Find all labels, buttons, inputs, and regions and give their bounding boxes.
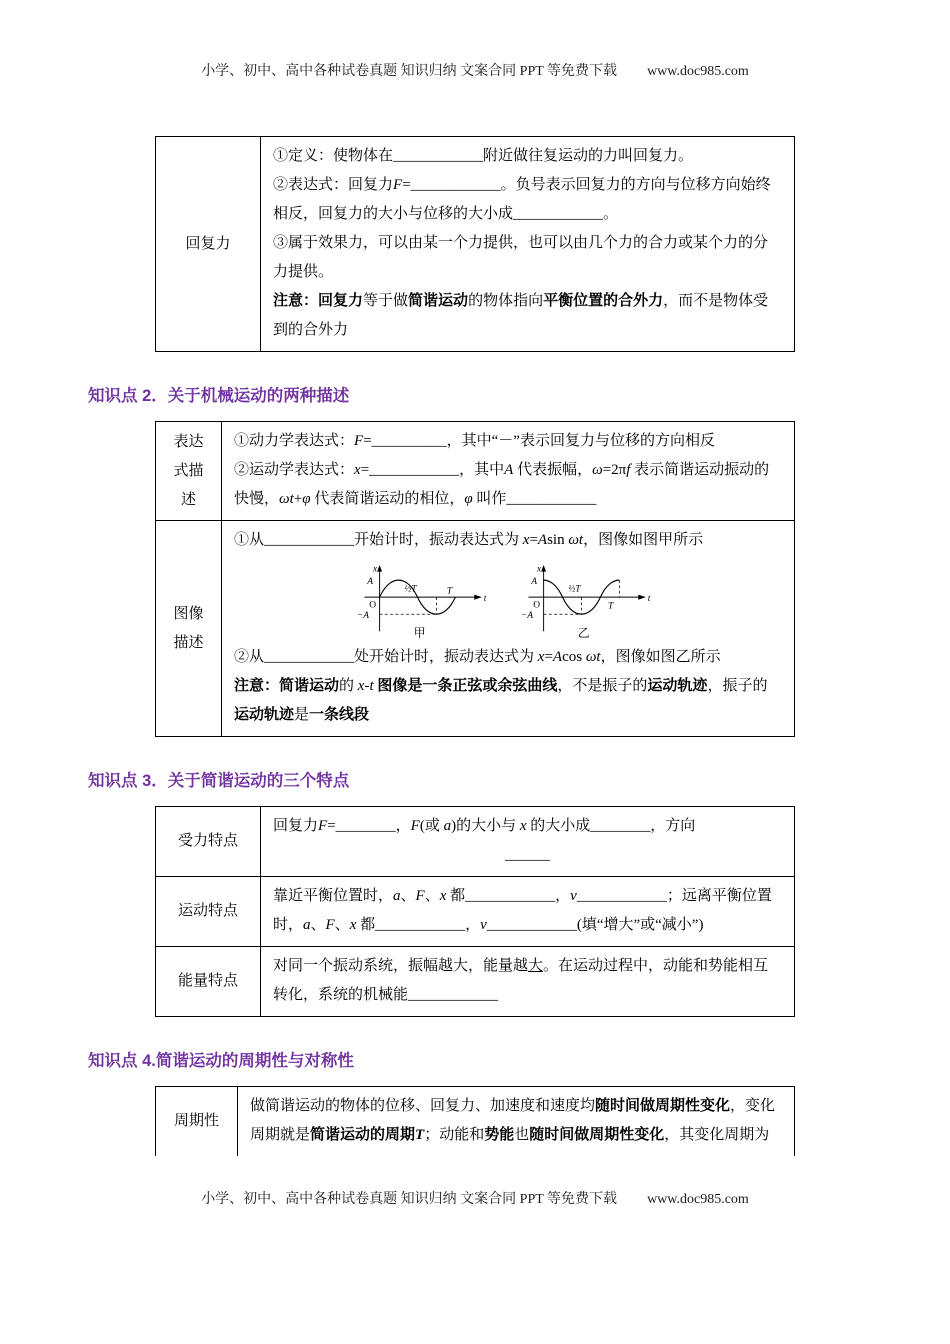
text-segment: x <box>439 888 447 904</box>
text-segment: ωt <box>585 649 601 665</box>
header-url[interactable]: www.doc985.com <box>647 64 749 79</box>
text-segment: 随时间做周期性变化 <box>529 1127 665 1143</box>
text-segment: ②运动学表达式： <box>234 462 355 478</box>
text-segment: x <box>522 532 530 548</box>
table-periodicity <box>155 1086 795 1156</box>
text-segment: x <box>519 818 527 834</box>
text-segment: 势能 <box>484 1127 515 1143</box>
text-segment: f <box>626 462 631 478</box>
graph-yi-cosine <box>519 559 661 641</box>
para-expression <box>273 171 782 229</box>
text-segment: 代表振幅， <box>513 462 593 478</box>
text-segment: ωt <box>568 532 584 548</box>
period-label: T <box>607 601 614 612</box>
table-row <box>156 137 795 352</box>
y-axis-label: x <box>536 564 542 575</box>
y-axis-arrow <box>541 565 546 572</box>
text-segment: ；动能和 <box>424 1127 485 1143</box>
para-effect-force <box>273 229 782 287</box>
text-segment: ω <box>592 462 603 478</box>
text-segment: 等于做 <box>363 293 409 309</box>
vibration-graphs <box>234 559 782 641</box>
neg-amplitude-label: −A <box>520 610 534 621</box>
para-definition <box>273 142 782 171</box>
text-segment: A <box>504 462 514 478</box>
text-segment: + <box>293 491 303 507</box>
text-segment: ______ <box>505 847 550 863</box>
row-label-periodicity: 周期性 <box>156 1087 238 1157</box>
text-segment: F <box>415 888 425 904</box>
text-segment: ，其变化周期为 <box>664 1127 770 1143</box>
text-segment: 回复力 <box>273 818 319 834</box>
para-force-feature <box>273 812 782 841</box>
text-segment: ②表达式：回复力 <box>273 177 394 193</box>
para-force-feature-blank <box>273 841 782 870</box>
text-segment: 注意： <box>273 293 319 309</box>
text-segment: 简谐运动的周期 <box>310 1127 416 1143</box>
text-segment: =____________，其中 <box>360 462 505 478</box>
text-segment: A <box>552 649 563 665</box>
neg-amplitude-label: −A <box>356 610 370 621</box>
text-segment: ，图像如图乙所示 <box>600 649 721 665</box>
text-segment: φ <box>464 491 473 507</box>
text-segment: 叫作____________ <box>472 491 597 507</box>
text-segment: F <box>325 917 335 933</box>
text-segment: x <box>349 917 357 933</box>
amplitude-label: A <box>531 576 538 587</box>
text-segment: (或 <box>419 818 444 834</box>
text-segment: x <box>537 649 545 665</box>
text-segment: 、 <box>424 888 440 904</box>
para-energy-feature <box>273 952 782 1010</box>
table-three-features <box>155 806 795 1017</box>
text-segment: 也 <box>514 1127 530 1143</box>
cell-graph-desc <box>222 521 795 737</box>
text-segment: 做简谐运动的物体的位移、回复力、加速度和速度均 <box>250 1098 596 1114</box>
section-title-2: 知识点 2．关于机械运动的两种描述 <box>88 387 350 405</box>
period-label: T <box>446 586 453 597</box>
para-motion-feature <box>273 882 782 940</box>
text-segment: ，不是振子的 <box>557 678 648 694</box>
text-segment: ，图像如图甲所示 <box>583 532 704 548</box>
text-segment: 对同一个振动系统，振幅越大，能量越 <box>273 958 529 974</box>
text-segment: x <box>357 678 365 694</box>
page-header <box>0 60 950 80</box>
table-row <box>156 807 795 877</box>
text-segment: 、 <box>334 917 350 933</box>
text-segment: a <box>393 888 401 904</box>
para-note <box>273 287 782 345</box>
text-segment: 的大小成________，方向 <box>526 818 696 834</box>
text-segment: T <box>415 1127 425 1143</box>
table-two-descriptions <box>155 421 795 737</box>
text-segment: =__________，其中“－”表示回复力与位移的方向相反 <box>363 433 715 449</box>
text-segment: 代表简谐运动的相位， <box>310 491 465 507</box>
text-segment: ____________；远离平衡位置时， <box>273 888 772 933</box>
cell-force-feature <box>261 807 795 877</box>
text-segment: 靠近平衡位置时， <box>273 888 394 904</box>
text-segment: a <box>303 917 311 933</box>
graph-jia-sine <box>355 559 497 641</box>
cell-energy-feature <box>261 947 795 1017</box>
row-label-energy-feature: 能量特点 <box>156 947 261 1017</box>
table-row <box>156 877 795 947</box>
text-segment: cos <box>562 649 586 665</box>
row-label-restoring-force: 回复力 <box>156 137 261 352</box>
text-segment: v <box>570 888 577 904</box>
table-row <box>156 521 795 737</box>
text-segment: 注意： <box>234 678 280 694</box>
text-segment: ，变化周期就是 <box>250 1098 776 1143</box>
text-segment: 一条线段 <box>309 707 370 723</box>
text-segment: 平衡位置的合外力 <box>543 293 664 309</box>
para-kinematics-expression <box>234 456 782 514</box>
text-segment: - <box>364 678 370 694</box>
header-text: 小学、初中、高中各种试卷真题 知识归纳 文案合同 PPT 等免费下载 <box>201 64 618 79</box>
text-segment: 运动轨迹 <box>234 707 295 723</box>
footer-url[interactable]: www.doc985.com <box>647 1192 749 1207</box>
x-axis-label: t <box>647 593 651 604</box>
text-segment: =________， <box>327 818 411 834</box>
text-segment: = <box>529 532 538 548</box>
text-segment: F <box>393 177 403 193</box>
text-segment: 简谐运动 <box>279 678 340 694</box>
graph-caption-jia: 甲 <box>413 625 426 640</box>
row-label-motion-feature: 运动特点 <box>156 877 261 947</box>
half-period-label: ½T <box>568 584 581 595</box>
text-segment: x <box>354 462 361 478</box>
row-label-graph-desc: 图像描述 <box>156 521 222 737</box>
table-row <box>156 947 795 1017</box>
y-axis-arrow <box>377 565 382 572</box>
table-restoring-force <box>155 136 795 352</box>
text-segment: =____________。负号表示回复力的方向与位移方向始终相反，回复力的大小与位移的大小成____________。 <box>273 177 771 222</box>
section-title-3: 知识点 3．关于简谐运动的三个特点 <box>88 772 350 790</box>
text-segment: 随时间做周期性变化 <box>595 1098 731 1114</box>
para-dynamics-expression <box>234 427 782 456</box>
text-segment: 大 <box>528 958 544 974</box>
origin-label: O <box>369 600 377 611</box>
text-segment: 图像是一条正弦或余弦曲线 <box>377 678 558 694</box>
text-segment: F <box>354 433 364 449</box>
text-segment: ①定义：使物体在____________附近做往复运动的力叫回复力。 <box>273 148 694 164</box>
text-segment: ωt <box>279 491 294 507</box>
text-segment: 、 <box>400 888 416 904</box>
text-segment: 是 <box>294 707 310 723</box>
text-segment: 。在运动过程中，动能和势能相互转化，系统的机械能____________ <box>273 958 769 1003</box>
cell-restoring-force-content <box>261 137 795 352</box>
text-segment: ，而不是物体受到的合外力 <box>273 293 769 338</box>
text-segment: 表示简谐运动振动的快慢， <box>234 462 770 507</box>
row-label-force-feature: 受力特点 <box>156 807 261 877</box>
text-segment: t <box>369 678 374 694</box>
table-row <box>156 1087 795 1157</box>
section-title-4: 知识点 4.简谐运动的周期性与对称性 <box>88 1052 354 1070</box>
text-segment: ①从____________开始计时，振动表达式为 <box>234 532 523 548</box>
text-segment: 的物体指向 <box>468 293 544 309</box>
text-segment: A <box>537 532 548 548</box>
text-segment: ____________(填“增大”或“减小”) <box>486 917 704 933</box>
cell-periodicity <box>238 1087 795 1157</box>
text-segment: F <box>410 818 420 834</box>
text-segment: ，振子的 <box>707 678 768 694</box>
x-axis-label: t <box>483 593 487 604</box>
text-segment: 回复力 <box>318 293 364 309</box>
text-segment: 运动轨迹 <box>647 678 708 694</box>
para-graph-note <box>234 672 782 730</box>
text-segment: 的 <box>339 678 358 694</box>
text-segment: 、 <box>310 917 326 933</box>
text-segment: )的大小与 <box>451 818 520 834</box>
text-segment: ②从____________处开始计时，振动表达式为 <box>234 649 538 665</box>
text-segment: a <box>443 818 452 834</box>
row-label-expression-desc: 表达式描述 <box>156 422 222 521</box>
footer-text: 小学、初中、高中各种试卷真题 知识归纳 文案合同 PPT 等免费下载 <box>201 1192 618 1207</box>
cell-motion-feature <box>261 877 795 947</box>
x-axis-arrow <box>638 595 646 600</box>
text-segment: = <box>544 649 553 665</box>
para-sine-start <box>234 526 782 555</box>
text-segment: 都____________， <box>446 888 571 904</box>
origin-label: O <box>533 600 541 611</box>
text-segment: v <box>480 917 487 933</box>
text-segment: F <box>318 818 328 834</box>
text-segment: ③属于效果力，可以由某一个力提供，也可以由几个力的合力或某个力的分力提供。 <box>273 235 769 280</box>
para-periodicity <box>250 1092 782 1150</box>
text-segment: 都____________， <box>356 917 481 933</box>
x-axis-arrow <box>474 595 482 600</box>
y-axis-label: x <box>372 564 378 575</box>
text-segment: sin <box>547 532 569 548</box>
text-segment: 简谐运动 <box>408 293 469 309</box>
text-segment: ①动力学表达式： <box>234 433 355 449</box>
text-segment: =2π <box>602 462 627 478</box>
table-row <box>156 422 795 521</box>
amplitude-label: A <box>367 576 374 587</box>
text-segment: φ <box>302 491 311 507</box>
page-footer <box>0 1188 950 1208</box>
para-cosine-start <box>234 643 782 672</box>
graph-caption-yi: 乙 <box>577 625 590 640</box>
cell-expression-desc <box>222 422 795 521</box>
half-period-label: ½T <box>404 584 417 595</box>
